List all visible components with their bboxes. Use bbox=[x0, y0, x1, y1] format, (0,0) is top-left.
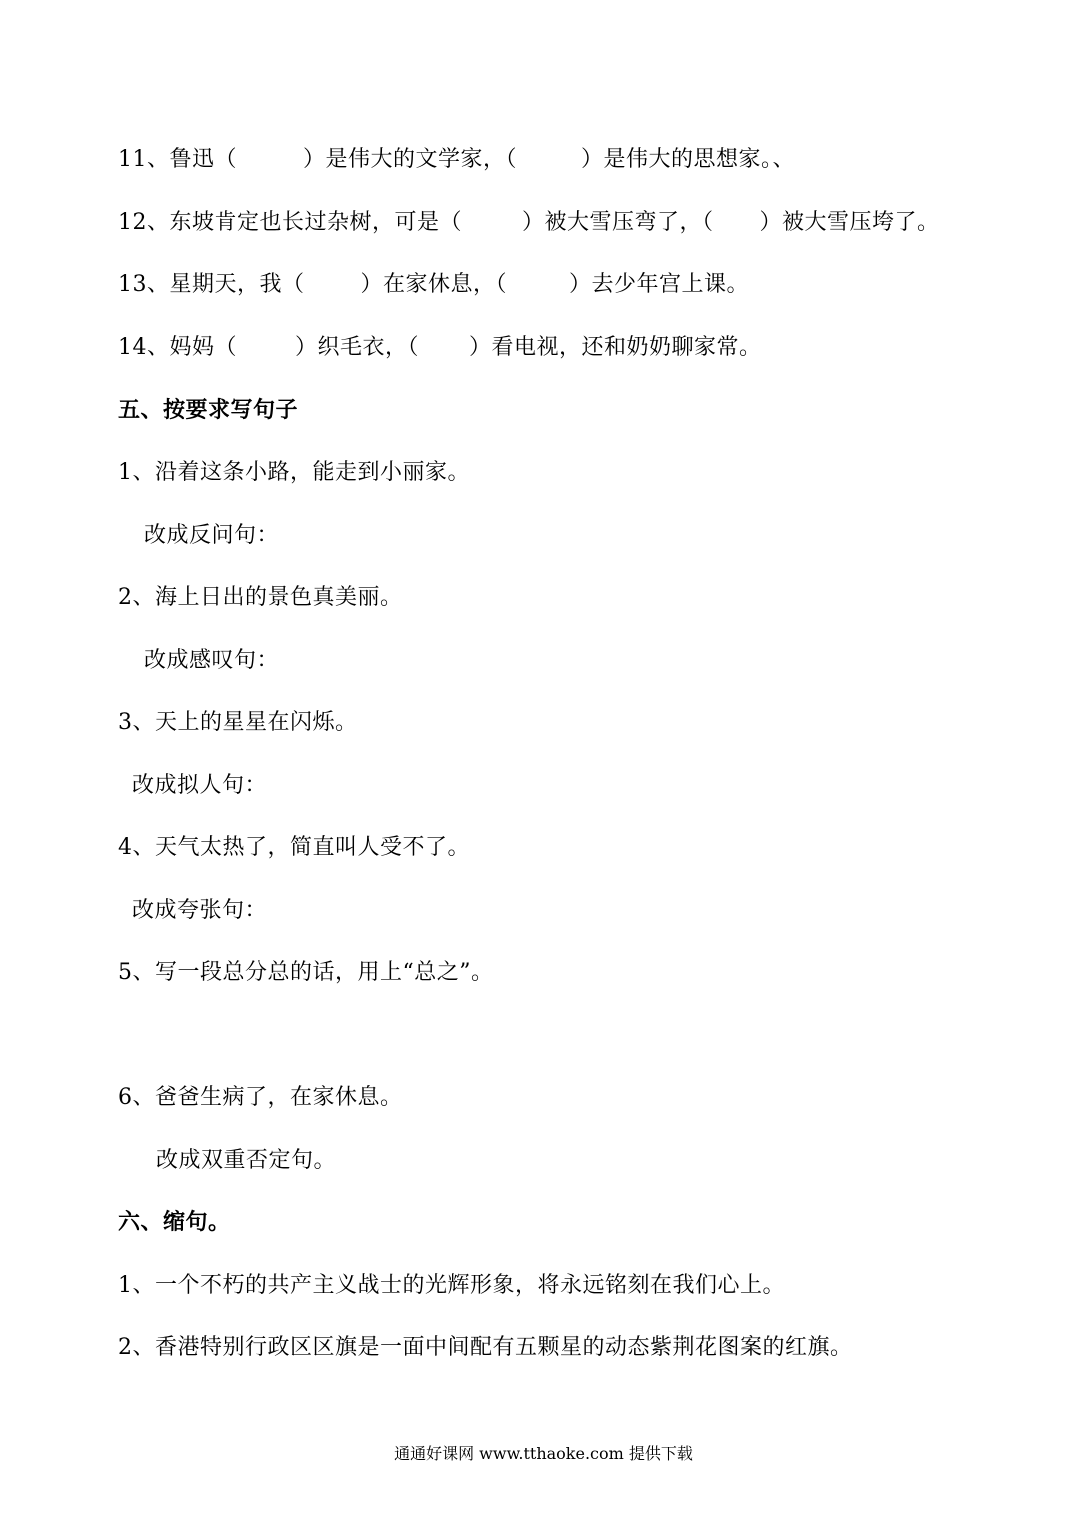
question-11: 11、鲁迅（ ）是伟大的文学家，（ ）是伟大的思想家。、 bbox=[118, 147, 796, 172]
section-6-item-1: 1、一个不朽的共产主义战士的光辉形象，将永远铭刻在我们心上。 bbox=[118, 1273, 785, 1298]
question-13: 13、星期天，我（ ）在家休息，（ ）去少年宫上课。 bbox=[118, 272, 750, 297]
section-5-item-4-instruction: 改成夸张句： bbox=[132, 898, 268, 923]
section-5-item-2: 2、海上日出的景色真美丽。 bbox=[118, 585, 403, 610]
section-5-item-3: 3、天上的星星在闪烁。 bbox=[118, 710, 358, 735]
question-12: 12、东坡肯定也长过杂树，可是（ ）被大雪压弯了，（ ）被大雪压垮了。 bbox=[118, 210, 940, 235]
section-5-heading: 五、按要求写句子 bbox=[118, 398, 299, 423]
section-5-item-6-instruction: 改成双重否定句。 bbox=[156, 1148, 337, 1173]
section-5-item-1: 1、沿着这条小路，能走到小丽家。 bbox=[118, 460, 470, 485]
question-14: 14、妈妈（ ）织毛衣，（ ）看电视，还和奶奶聊家常。 bbox=[118, 335, 762, 360]
section-5-item-3-instruction: 改成拟人句： bbox=[132, 773, 268, 798]
section-5-item-1-instruction: 改成反问句： bbox=[144, 523, 280, 548]
section-6-heading: 六、缩句。 bbox=[118, 1210, 231, 1235]
section-5-item-6: 6、爸爸生病了，在家休息。 bbox=[118, 1085, 403, 1110]
page-footer: 通通好课网 www.tthaoke.com 提供下载 bbox=[394, 1444, 693, 1463]
section-5-item-4: 4、天气太热了，简直叫人受不了。 bbox=[118, 835, 470, 860]
section-6-item-2: 2、香港特别行政区区旗是一面中间配有五颗星的动态紫荆花图案的红旗。 bbox=[118, 1335, 853, 1360]
section-5-item-2-instruction: 改成感叹句： bbox=[144, 648, 280, 673]
section-5-item-5: 5、写一段总分总的话，用上“总之”。 bbox=[118, 960, 494, 985]
